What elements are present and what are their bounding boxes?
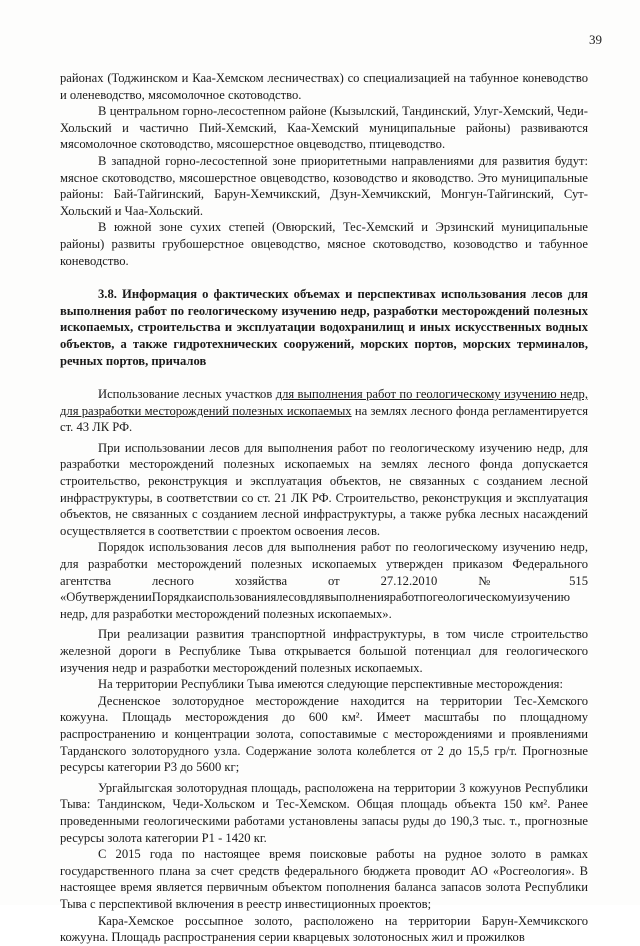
paragraph: районах (Тоджинском и Каа-Хемском лесничествах) со специализацией на табунное коневодство и оленеводство, мясомолочное скотоводство.	[60, 71, 588, 102]
page-number: 39	[589, 32, 602, 47]
paragraph: При реализации развития транспортной инфраструктуры, в том числе строительство железной дороги в Республике Тыва открывается большой потенциал для геологического изучения недр и разработки месторождений полезных ископаемых.	[60, 627, 588, 675]
section-heading: 3.8. Информация о фактических объемах и перспективах использования лесов для выполнения работ по геологическому изучению недр, разработки месторождений полезных ископаемых, строительства и эксплуатации водохранилищ и иных искусственных водных объектов, а также гидротехнических сооружений, морских портов, морских терминалов, речных портов, причалов	[60, 287, 588, 368]
paragraph: Ургайлыгская золоторудная площадь, расположена на территории 3 кожуунов Республики Тыва: Тандинском, Чеди-Хольском и Тес-Хемском. Общая площадь объекта 150 км². Ранее проведенными геологическими работами установлены запасы руды до 190,3 тыс. т., прогнозные ресурсы золота категории Р1 - 1420 кг.	[60, 780, 588, 845]
paragraph-text: Использование лесных участков	[98, 387, 276, 402]
paragraph	[60, 386, 588, 436]
paragraph-text: на землях лесного фонда регламентируется ст. 43 ЛК РФ.	[60, 403, 588, 435]
body-text	[60, 70, 588, 946]
paragraph: При использовании лесов для выполнения работ по геологическому изучению недр, для разработки месторождений полезных ископаемых на землях лесного фонда допускается строительство, реконструкция и эксплуатация объектов, не связанных с созданием лесной инфраструктуры, в соответствии со ст. 21 ЛК РФ. Строительство, реконструкция и эксплуатация объектов, не связанных с созданием лесной инфраструктуры, а также рубка лесных насаждений осуществляется в соответствии с проектом освоения лесов.	[60, 440, 588, 538]
spacer	[60, 269, 588, 286]
paragraph: В центральном горно-лесостепном районе (Кызылский, Тандинский, Улуг-Хемский, Чеди-Хольский и частично Пий-Хемский, Каа-Хемский муниципальные районы) развиваются мясомолочное скотоводство, мясошерстное овцеводство, птицеводство.	[60, 104, 588, 152]
paragraph: В южной зоне сухих степей (Овюрский, Тес-Хемский и Эрзинский муниципальные районы) развиты грубошерстное овцеводство, мясное скотоводство, козоводство и табунное коневодство.	[60, 220, 588, 268]
paragraph: На территории Республики Тыва имеются следующие перспективные месторождения:	[98, 677, 563, 692]
paragraph: Кара-Хемское россыпное золото, расположено на территории Барун-Хемчикского кожууна. Площадь распространения серии кварцевых золотоносных жил и прожилков	[60, 913, 588, 945]
paragraph: В западной горно-лесостепной зоне приоритетными направлениями для развития будут: мясное скотоводство, мясошерстное овцеводство, козоводство и яководство. Это муниципальные районы: Бай-Тайгинский, Барун-Хемчикский, Дзун-Хемчикский, Монгун-Тайгинский, Сут-Хольский и Чаа-Хольский.	[60, 153, 588, 218]
paragraph: Десненское золоторудное месторождение находится на территории Тес-Хемского кожууна. Площадь месторождения до 600 км². Имеет масштабы по площадному распространению и концентрации золота, сопоставимые с месторождениями и проявлениями Тарданского золоторудного узла. Содержание золота колеблется от 2 до 15,5 гр/т. Прогнозные ресурсы категории Р3 до 5600 кг;	[60, 693, 588, 775]
underlined-text: для выполнения работ по геологическому изучению недр, для разработки месторождений полезных ископаемых	[60, 387, 588, 418]
paragraph: С 2015 года по настоящее время поисковые работы на рудное золото в рамках государственного плана за счет средств федерального бюджета проводит АО «Росгеология». В настоящее время является первичным объектом пополнения баланса запасов золота Республики Тыва с перспективой включения в реестр инвестиционных проектов;	[60, 847, 588, 911]
spacer	[60, 369, 588, 386]
paragraph: Порядок использования лесов для выполнения работ по геологическому изучению недр, для разработки месторождений полезных ископаемых утвержден приказом Федерального агентства лесного хозяйства от 27.12.2010 № 515 «ОбутвержденииПорядкаиспользованиялесовдлявыполненияработпогеологическомуизучению недр, для разработки месторождений полезных ископаемых».	[60, 540, 588, 621]
